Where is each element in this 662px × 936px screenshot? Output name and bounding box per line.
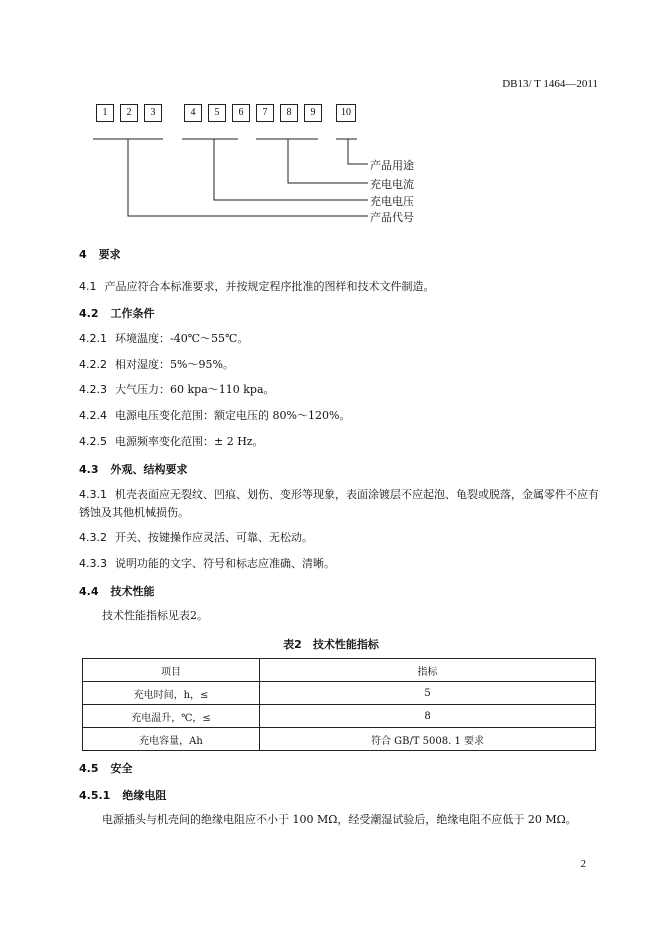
code-box: 1: [96, 104, 114, 122]
clause-4-2-1: 4.2.1 环境温度：-40℃～55℃。: [79, 332, 249, 345]
section-heading: 4.2 工作条件: [79, 307, 155, 320]
paragraph: 技术性能指标见表2。: [102, 609, 208, 622]
clause-4-1: 4.1 产品应符合本标准要求，并按规定程序批准的图样和技术文件制造。: [79, 280, 435, 293]
section-heading: 4.5 安全: [79, 762, 133, 775]
clause-4-2-4: 4.2.4 电源电压变化范围：额定电压的 80%～120%。: [79, 409, 351, 422]
clause-4-3-2: 4.3.2 开关、按键操作应灵活、可靠、无松动。: [79, 531, 313, 544]
code-box: 5: [208, 104, 226, 122]
section-heading: 4 要求: [79, 248, 121, 261]
diagram-label-voltage: 充电电压: [370, 195, 414, 208]
document-id: DB13/ T 1464—2011: [502, 78, 598, 90]
code-box: 2: [120, 104, 138, 122]
table-header-row: [83, 659, 596, 682]
diagram-label-code: 产品代号: [370, 211, 414, 224]
paragraph: 电源插头与机壳间的绝缘电阻应不小于 100 MΩ，经受潮湿试验后，绝缘电阻不应低于 20 MΩ。: [102, 813, 577, 826]
table-header: 项目: [83, 659, 260, 682]
table-cell: 8: [260, 705, 596, 728]
section-heading: 4.5.1 绝缘电阻: [79, 789, 167, 802]
code-box: 9: [304, 104, 322, 122]
section-heading: 4.4 技术性能: [79, 585, 155, 598]
code-box: 4: [184, 104, 202, 122]
spec-table: [82, 658, 596, 751]
table-cell: 充电温升，℃，≤: [83, 705, 260, 728]
clause-4-3-1: 4.3.1 机壳表面应无裂纹、凹痕、划伤、变形等现象，表面涂镀层不应起泡、龟裂或脱落，金属零件不应有锈蚀及其他机械损伤。: [79, 488, 599, 519]
table-row: [83, 728, 596, 751]
table-cell: 5: [260, 682, 596, 705]
table-row: [83, 705, 596, 728]
table-cell: 充电时间，h，≤: [83, 682, 260, 705]
page-number: 2: [580, 858, 586, 870]
code-box: 6: [232, 104, 250, 122]
code-box: 8: [280, 104, 298, 122]
table-cell: 充电容量，Ah: [83, 728, 260, 751]
clause-4-2-2: 4.2.2 相对湿度：5%～95%。: [79, 358, 234, 371]
code-box: 7: [256, 104, 274, 122]
table-header: 指标: [260, 659, 596, 682]
section-heading: 4.3 外观、结构要求: [79, 463, 188, 476]
clause-4-3-3: 4.3.3 说明功能的文字、符号和标志应准确、清晰。: [79, 557, 335, 570]
table-row: [83, 682, 596, 705]
diagram-label-current: 充电电流: [370, 178, 414, 191]
table-cell: 符合 GB/T 5008. 1 要求: [260, 728, 596, 751]
code-box: 10: [336, 104, 356, 122]
clause-4-2-5: 4.2.5 电源频率变化范围：± 2 Hz。: [79, 435, 264, 448]
code-diagram-lines: [0, 0, 662, 240]
code-box: 3: [144, 104, 162, 122]
clause-4-2-3: 4.2.3 大气压力：60 kpa～110 kpa。: [79, 383, 275, 396]
table-caption: 表2 技术性能指标: [283, 638, 379, 651]
diagram-label-usage: 产品用途: [370, 159, 414, 172]
